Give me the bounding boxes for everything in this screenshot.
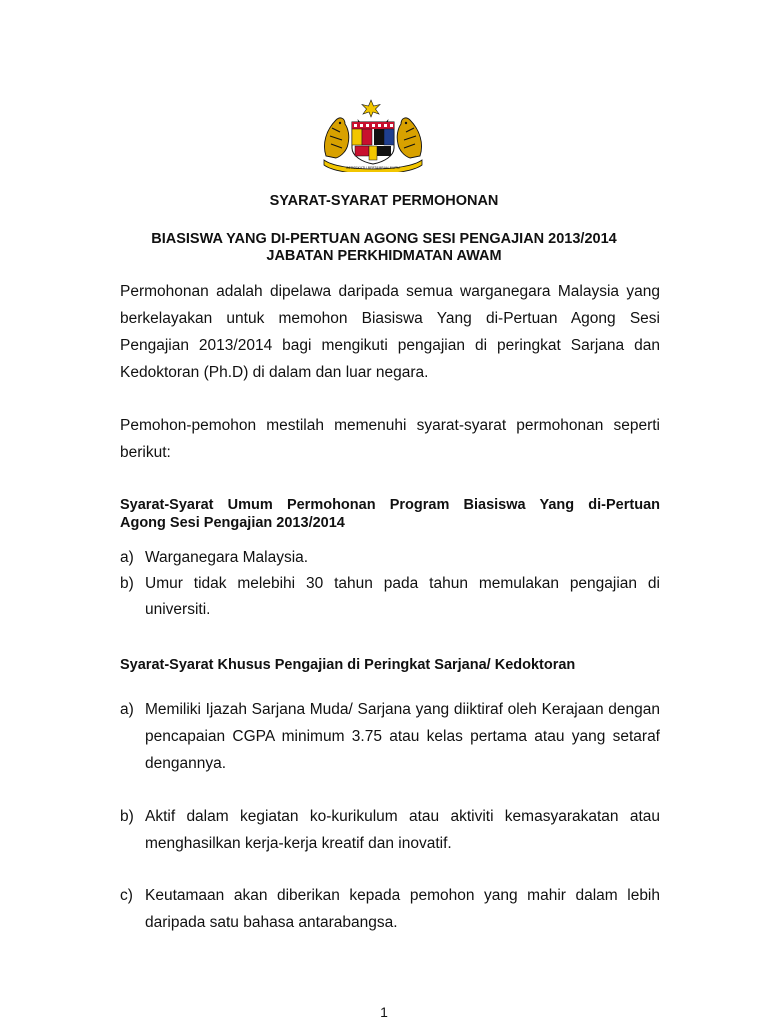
list-item-text: Memiliki Ijazah Sarjana Muda/ Sarjana yang diiktiraf oleh Kerajaan dengan xyxy=(145,701,660,718)
list-item-text: pencapaian CGPA minimum 3.75 atau kelas pertama atau yang setaraf xyxy=(145,728,660,745)
list-item-text: Warganegara Malaysia. xyxy=(145,549,309,566)
list-item-text: universiti. xyxy=(145,601,211,618)
list-item-label: a) xyxy=(120,549,134,566)
intro-line: berkelayakan untuk memohon Biasiswa Yang di-Pertuan Agong Sesi xyxy=(120,310,660,327)
section-heading-line: Syarat-Syarat Khusus Pengajian di Peringkat Sarjana/ Kedoktoran xyxy=(120,657,576,673)
specific-requirements-heading xyxy=(120,656,660,674)
section-heading-line: Agong Sesi Pengajian 2013/2014 xyxy=(120,515,345,531)
intro-line: Kedoktoran (Ph.D) di dalam dan luar negara. xyxy=(120,364,429,381)
list-item-text: menghasilkan kerja-kerja kreatif dan inovatif. xyxy=(145,835,452,852)
list-item-label: c) xyxy=(120,887,133,904)
page-number: 1 xyxy=(380,1004,388,1020)
list-item-text: Umur tidak melebihi 30 tahun pada tahun memulakan pengajian di xyxy=(145,575,660,592)
intro-line: Permohonan adalah dipelawa daripada semua warganegara Malaysia yang xyxy=(120,283,660,300)
section-heading-line: Syarat-Syarat Umum Permohonan Program Biasiswa Yang di-Pertuan xyxy=(120,497,660,513)
list-item-label: b) xyxy=(120,808,134,825)
document-title-line-2: JABATAN PERKHIDMATAN AWAM xyxy=(266,248,502,264)
list-item-text: Keutamaan akan diberikan kepada pemohon yang mahir dalam lebih xyxy=(145,887,660,904)
general-requirements-heading xyxy=(120,496,660,532)
requirement-intro-paragraph xyxy=(120,412,660,466)
intro-paragraph xyxy=(120,278,660,386)
list-item-label: a) xyxy=(120,701,134,718)
document-title-line-1: BIASISWA YANG DI-PERTUAN AGONG SESI PENGAJIAN 2013/2014 xyxy=(151,231,617,247)
crest-star xyxy=(362,100,380,117)
requirement-intro-line: berikut: xyxy=(120,444,171,461)
list-item-text: Aktif dalam kegiatan ko-kurikulum atau aktiviti kemasyarakatan atau xyxy=(145,808,660,825)
list-item-text: daripada satu bahasa antarabangsa. xyxy=(145,914,398,931)
list-item-text: dengannya. xyxy=(145,755,227,772)
malaysia-coat-of-arms-icon xyxy=(318,98,428,172)
requirement-intro-line: Pemohon-pemohon mestilah memenuhi syarat-syarat permohonan seperti xyxy=(120,417,660,434)
document-heading: SYARAT-SYARAT PERMOHONAN xyxy=(269,193,499,209)
svg-text:BERSEKUTU BERTAMBAH MUTU: BERSEKUTU BERTAMBAH MUTU xyxy=(346,166,400,170)
list-item-label: b) xyxy=(120,575,134,592)
intro-line: Pengajian 2013/2014 bagi mengikuti pengajian di peringkat Sarjana dan xyxy=(120,337,660,354)
